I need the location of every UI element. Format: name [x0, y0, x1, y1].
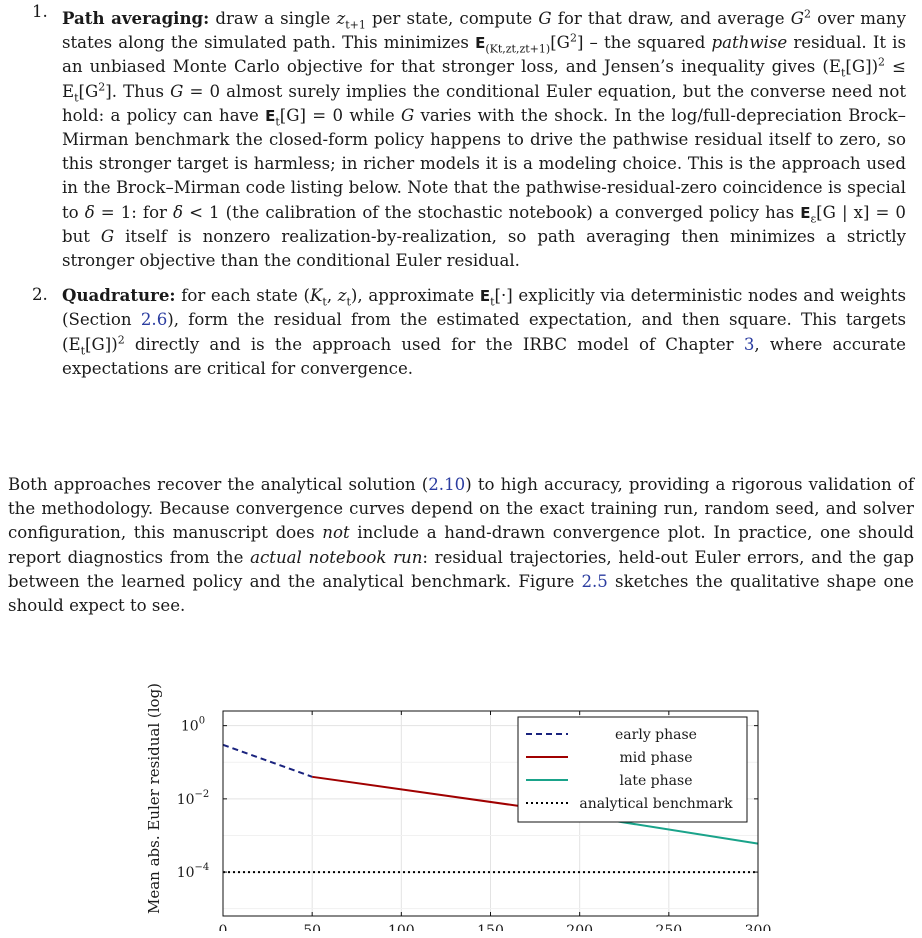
cross-reference[interactable]: 3 [743, 334, 755, 354]
convergence-figure [140, 600, 780, 931]
text-run: t+1 [345, 18, 366, 32]
text-run: G [538, 9, 552, 28]
text-run: ≤ E [62, 57, 906, 101]
x-tick-label: 250 [655, 923, 683, 931]
text-run: , where accurate expectations are critical for convergence. [62, 334, 906, 378]
text-run: [G]) [845, 57, 879, 77]
item-body [62, 9, 906, 270]
text-run: t [80, 343, 86, 357]
text-run: [·] explicitly via deterministic nodes and weights (Section [62, 286, 906, 330]
text-run: per state, compute [365, 9, 539, 28]
text-run: , [326, 286, 338, 306]
text-run: 2 [878, 55, 886, 69]
text-run: ] – the squared [576, 33, 712, 53]
text-run: (E [822, 57, 841, 77]
text-run: draw a single [209, 9, 337, 28]
text-run: for each state ( [175, 286, 310, 306]
text-run: t [275, 115, 280, 129]
item-title: Path averaging: [62, 8, 210, 28]
list-item-quadrature [0, 283, 922, 381]
x-tick-label: 50 [303, 923, 322, 931]
y-tick-label: $10^{-4}$ [176, 862, 210, 882]
text-run: δ [173, 202, 184, 222]
text-run: (Kt,zt,zt+1) [485, 42, 551, 56]
x-tick-label: 0 [218, 923, 228, 931]
text-run: (E [62, 334, 81, 354]
text-run: for that draw, and average [551, 9, 791, 28]
text-run: [G [78, 81, 99, 101]
body-paragraph [8, 473, 914, 618]
paragraph-text [8, 475, 914, 615]
list-number: 2. [32, 285, 48, 305]
text-run: G [400, 105, 415, 125]
text-run: not [322, 523, 350, 543]
text-run: 2 [569, 31, 577, 45]
text-run: G [100, 226, 115, 246]
text-run: pathwise [711, 33, 788, 53]
text-run: : residual trajectories, held-out Euler errors, and the gap between the learned policy and the analytical benchmark. Figure [8, 547, 915, 591]
legend-label: mid phase [619, 750, 693, 766]
text-run: 2 [117, 333, 125, 347]
text-run: = 0 almost surely implies the conditional Euler equation, but the converse need not hold: a policy can have [62, 81, 906, 125]
text-run: [G]) [85, 334, 118, 354]
text-run: E [800, 203, 811, 222]
text-run: sketches the qualitative shape one should expect to see. [8, 571, 914, 616]
y-tick-label: $10^0$ [180, 715, 206, 735]
text-run: [G] = 0 while [279, 105, 401, 125]
text-run: δ [84, 202, 95, 222]
text-run: t [346, 295, 351, 309]
series-line-mid-phase [312, 777, 526, 807]
y-axis-label: Mean abs. Euler residual (log) [145, 682, 163, 915]
text-run: include a hand-drawn convergence plot. In practice, one should report diagnostics from the [8, 523, 914, 567]
text-run: ), approximate [350, 286, 480, 306]
list-number: 1. [32, 2, 48, 21]
text-run: t [490, 295, 495, 309]
text-run: G [170, 81, 184, 101]
text-run: < 1 (the calibration of the stochastic notebook) a converged policy has [183, 202, 801, 222]
x-tick-label: 100 [387, 923, 415, 931]
method-list [0, 0, 922, 381]
item-body [62, 286, 906, 378]
x-tick-label: 300 [744, 923, 772, 931]
text-run: K [309, 286, 323, 306]
x-tick-label: 200 [566, 923, 594, 931]
text-run: t [840, 66, 846, 80]
text-run: ), form the residual from the estimated expectation, and then square. This targets [167, 310, 906, 330]
text-run: 2 [98, 80, 106, 94]
legend-label: late phase [619, 773, 693, 789]
text-run: directly and is the approach used for the IRBC model of Chapter [124, 334, 744, 354]
text-run: t [74, 90, 79, 104]
text-run: ]. Thus [105, 81, 171, 101]
text-run: t [322, 295, 327, 309]
cross-reference[interactable]: 2.10 [428, 475, 466, 494]
text-run: varies with the shock. In the log/full-depreciation Brock–Mirman benchmark the closed-form policy happens to drive the pathwise residual itself to zero, so this stronger target is harmless; in richer models it is a modeling choice. This is the approach used in the Brock–Mirman code listing below. Note that the pathwise-residual-zero coincidence is special to [62, 105, 906, 222]
y-tick-label: $10^{-2}$ [176, 788, 210, 808]
text-run: E [475, 34, 486, 53]
text-run: ) to high accuracy, providing a rigorous validation of the methodology. Because convergence curves depend on the exact training run, random seed, and solver configuration, this manuscript does [8, 475, 915, 543]
text-run: ε [810, 211, 817, 225]
text-run: actual notebook run [250, 547, 423, 567]
text-run: over many states along the simulated path. This minimizes [62, 9, 906, 53]
text-run: 2 [803, 7, 811, 21]
series-line-early-phase [223, 745, 312, 777]
legend-label: early phase [615, 727, 697, 743]
text-run: = 1: for [94, 202, 174, 222]
text-run: itself is nonzero realization-by-realization, so path averaging then minimizes a strictly stronger objective than the conditional Euler residual. [62, 226, 906, 271]
text-run: z [336, 9, 346, 28]
text-run: [G | x] = 0 but [62, 202, 906, 246]
text-run: Both approaches recover the analytical solution ( [8, 475, 429, 494]
text-run: [G [550, 33, 570, 53]
cross-reference[interactable]: 2.6 [140, 310, 168, 330]
x-tick-label: 150 [477, 923, 504, 931]
text-run: residual. It is an unbiased Monte Carlo objective for that stronger loss, and Jensen’s inequality gives [62, 33, 906, 77]
legend-label: analytical benchmark [579, 796, 733, 812]
text-run: G [790, 9, 804, 28]
text-run: E [479, 287, 491, 306]
text-run: z [337, 286, 347, 306]
cross-reference[interactable]: 2.5 [581, 571, 608, 591]
text-run: E [265, 106, 276, 125]
list-item-path-averaging [0, 0, 922, 273]
convergence-chart [140, 600, 780, 931]
item-title: Quadrature: [62, 285, 176, 306]
